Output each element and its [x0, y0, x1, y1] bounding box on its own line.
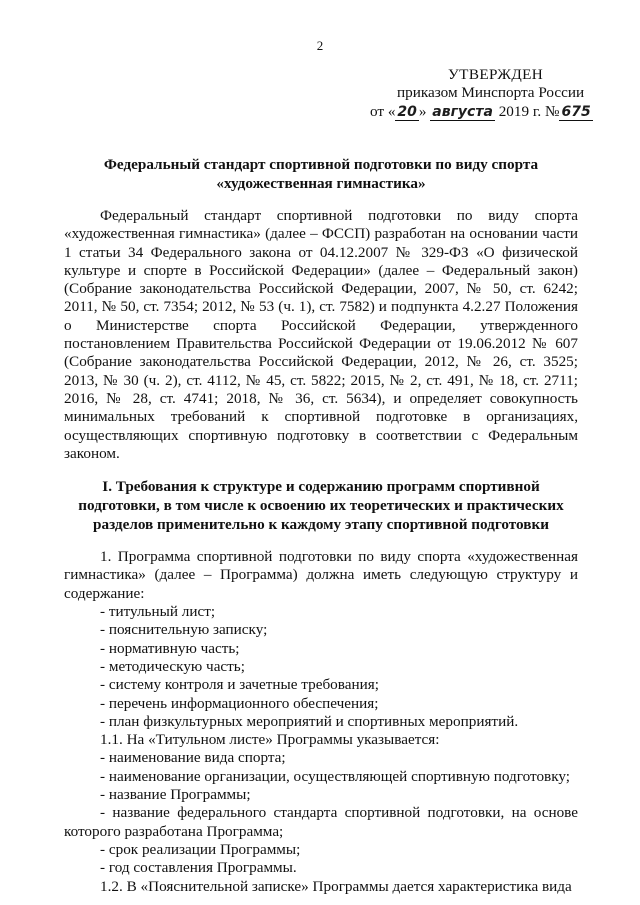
list-item: - план физкультурных мероприятий и спортивных мероприятий.: [100, 712, 519, 730]
list-item: - название федерального стандарта спортивной подготовки, на основе которого разработана Программа;: [64, 804, 578, 840]
approval-block: [370, 66, 615, 121]
paragraph-1: 1. Программа спортивной подготовки по виду спорта «художественная гимнастика» (далее – Программа) должна иметь следующую структуру и содержание:: [64, 548, 578, 602]
date-prefix: от «: [370, 102, 396, 120]
approval-order-line: приказом Минспорта России: [397, 84, 585, 102]
handwritten-day: 20: [397, 103, 417, 120]
date-year: 2019 г. №: [494, 102, 560, 120]
approval-heading: УТВЕРЖДЕН: [448, 66, 544, 83]
list-item: - методическую часть;: [100, 657, 245, 675]
list-item: - нормативную часть;: [100, 639, 240, 657]
list-item: - наименование вида спорта;: [100, 749, 286, 767]
handwritten-month: августа: [432, 103, 493, 120]
date-mid: »: [418, 102, 431, 120]
list-item: - титульный лист;: [100, 603, 216, 621]
document-body: [64, 207, 578, 896]
handwritten-order-number: 675: [561, 103, 591, 120]
page-number: 2: [316, 38, 324, 53]
list-item: - наименование организации, осуществляющей спортивную подготовку;: [100, 767, 570, 785]
list-item: - систему контроля и зачетные требования;: [100, 676, 379, 694]
intro-paragraph: Федеральный стандарт спортивной подготовки по виду спорта «художественная гимнастика» (далее – ФССП) разработан на основании части 1 статьи 34 Федерального закона от 04.12.2007 № 329-ФЗ «О физической культуре и спорте в Российской Федерации» (далее – Федеральный закон) (Собрание законодательства Российской Федерации, 2007, № 50, ст. 6242; 2011, № 50, ст. 7354; 2012, № 53 (ч. 1), ст. 7582) и подпункта 4.2.27 Положения о Министерстве спорта Российской Федерации, утвержденного постановлением Правительства Российской Федерации от 19.06.2012 № 607 (Собрание законодательства Российской Федерации, 2012, № 26, ст. 3525; 2013, № 30 (ч. 2), ст. 4112, № 45, ст. 5822; 2015, № 2, ст. 491, № 18, ст. 2711; 2016, № 28, ст. 4741; 2018, № 36, ст. 5634), и определяет совокупность минимальных требований к спортивной подготовке в организациях, осуществляющих спортивную подготовку в соответствии с Федеральным законом.: [64, 207, 578, 462]
list-item: - год составления Программы.: [100, 859, 297, 877]
paragraph-1-2: 1.2. В «Пояснительной записке» Программы дается характеристика вида: [100, 877, 572, 895]
list-item: - перечень информационного обеспечения;: [100, 694, 379, 712]
structure-list: [64, 603, 578, 731]
title-page-list: [64, 749, 578, 877]
section-1-heading: I. Требования к структуре и содержанию программ спортивной подготовки, в том числе к освоению их теоретических и практических разделов применительно к каждому этапу спортивной подготовки: [78, 478, 564, 534]
list-item: - название Программы;: [100, 786, 251, 804]
paragraph-1-1: 1.1. На «Титульном листе» Программы указывается:: [100, 731, 440, 749]
approval-date-line: [370, 103, 615, 121]
document-title: Федеральный стандарт спортивной подготовки по виду спорта «художественная гимнастика»: [103, 156, 539, 192]
list-item: - пояснительную записку;: [100, 621, 268, 639]
list-item: - срок реализации Программы;: [100, 840, 301, 858]
